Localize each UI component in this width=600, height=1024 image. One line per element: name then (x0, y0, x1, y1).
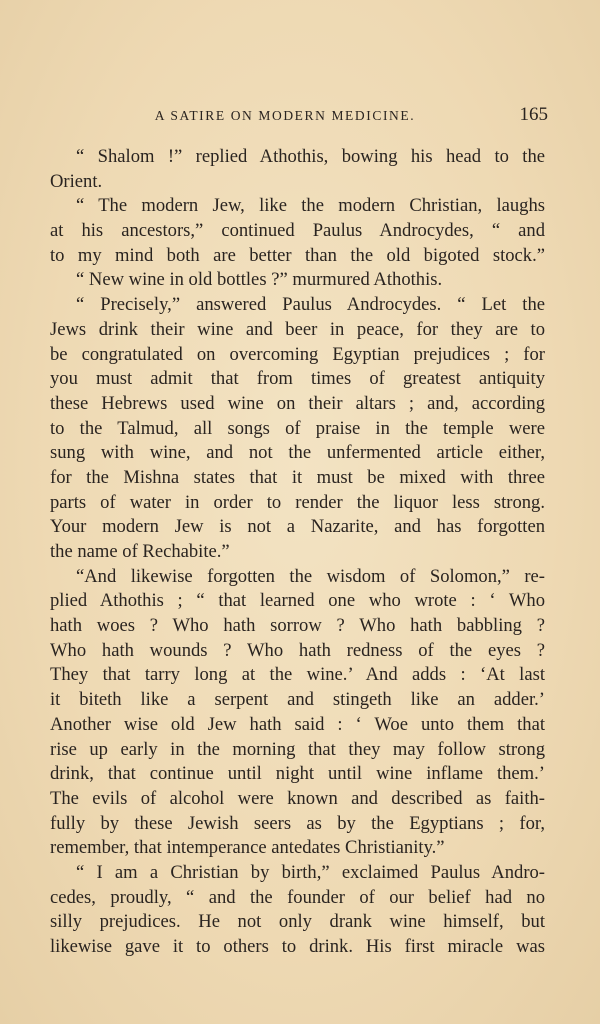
text-line: Your modern Jew is not a Nazarite, and has forgotten (50, 516, 545, 538)
text-line: at his ancestors,” continued Paulus Androcydes, “ and (50, 220, 545, 242)
text-line: Orient. (50, 170, 103, 192)
text-line: Another wise old Jew hath said : ‘ Woe unto them that (50, 713, 545, 735)
text-line: to my mind both are better than the old bigoted stock.” (50, 244, 545, 266)
running-head (50, 104, 548, 128)
text-line: Who hath wounds ? Who hath redness of the eyes ? (50, 639, 545, 661)
text-line: plied Athothis ; “ that learned one who wrote : ‘ Who (50, 590, 545, 612)
text-line: to the Talmud, all songs of praise in the temple were (50, 417, 545, 439)
text-line: remember, that intemperance antedates Christianity.” (50, 837, 445, 859)
text-line: for the Mishna states that it must be mixed with three (50, 466, 545, 488)
text-line: parts of water in order to render the liquor less strong. (50, 491, 545, 513)
text-line: likewise gave it to others to drink. His first miracle was (50, 936, 545, 957)
text-line: Jews drink their wine and beer in peace, for they are to (50, 318, 545, 340)
text-line: hath woes ? Who hath sorrow ? Who hath babbling ? (50, 615, 545, 637)
text-line: fully by these Jewish seers as by the Egyptians ; for, (50, 812, 545, 834)
text-line: the name of Rechabite.” (50, 541, 230, 562)
text-line: drink, that continue until night until wine inflame them.’ (50, 763, 545, 785)
page-number: 165 (519, 104, 548, 125)
text-line: “ New wine in old bottles ?” murmured Athothis. (76, 269, 443, 291)
text-line: silly prejudices. He not only drank wine himself, but (50, 911, 545, 933)
text-line: these Hebrews used wine on their altars ; and, according (50, 392, 545, 414)
text-line: They that tarry long at the wine.’ And adds : ‘At last (50, 664, 545, 686)
text-line: cedes, proudly, “ and the founder of our belief had no (50, 886, 545, 908)
running-title: A SATIRE ON MODERN MEDICINE. (154, 108, 416, 123)
text-line: it biteth like a serpent and stingeth like an adder.’ (50, 689, 545, 711)
text-line: you must admit that from times of greatest antiquity (50, 368, 545, 390)
text-line: “ I am a Christian by birth,” exclaimed Paulus Andro- (76, 861, 545, 883)
text-line: “ Shalom !” replied Athothis, bowing his head to the (76, 146, 545, 167)
text-line: “And likewise forgotten the wisdom of Solomon,” re- (76, 565, 545, 587)
text-line: “ The modern Jew, like the modern Christian, laughs (76, 195, 545, 217)
text-line: The evils of alcohol were known and described as faith- (50, 787, 545, 809)
text-line: “ Precisely,” answered Paulus Androcydes. “ Let the (76, 294, 545, 316)
text-line: sung with wine, and not the unfermented article either, (50, 442, 545, 464)
body-text (50, 145, 545, 960)
text-line: be congratulated on overcoming Egyptian prejudices ; for (50, 343, 545, 365)
text-line: rise up early in the morning that they may follow strong (50, 738, 545, 760)
